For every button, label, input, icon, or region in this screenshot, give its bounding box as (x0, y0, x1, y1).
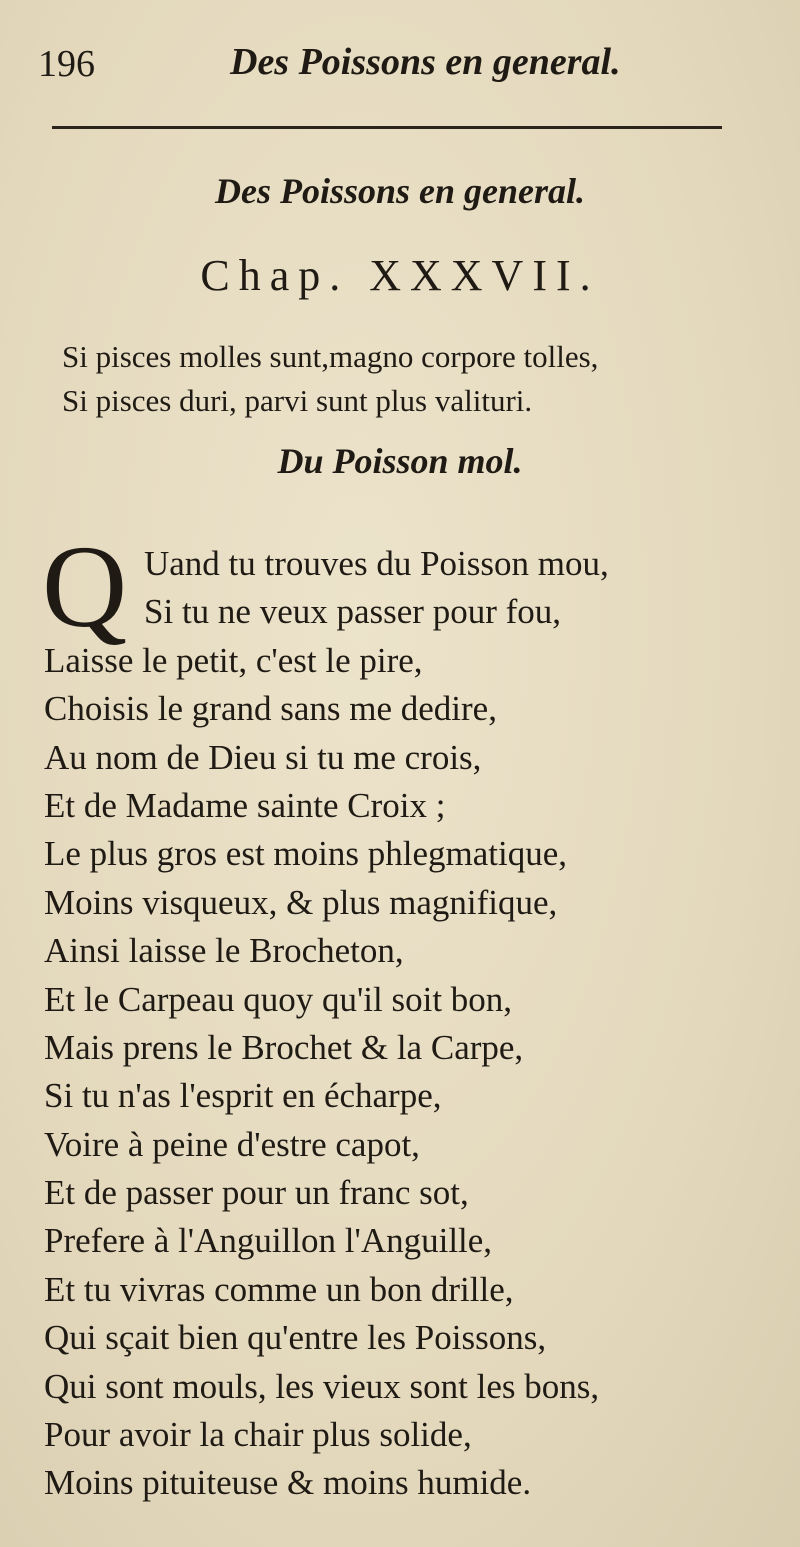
verse-body (44, 540, 609, 1508)
verse-line: Moins visqueux, & plus magnifique, (44, 882, 558, 922)
verse-line: Qui sçait bien qu'entre les Poissons, (44, 1318, 547, 1358)
running-title: Des Poissons en general. (230, 41, 621, 83)
epigraph-line: Si pisces molles sunt,magno corpore tolles, (62, 339, 599, 374)
section-title: Des Poissons en general. (214, 171, 586, 211)
verse-line: Et de passer pour un franc sot, (44, 1173, 469, 1213)
verse-line: Et tu vivras comme un bon drille, (44, 1269, 514, 1309)
verse-line: Et le Carpeau quoy qu'il soit bon, (44, 979, 513, 1019)
page-number: 196 (38, 43, 95, 85)
verse-line: Pour avoir la chair plus solide, (44, 1415, 472, 1455)
verse-line: Si tu ne veux passer pour fou, (144, 592, 562, 632)
verse-line: Voire à peine d'estre capot, (44, 1124, 420, 1164)
verse-line: Uand tu trouves du Poisson mou, (144, 544, 609, 583)
verse-line: Moins pituiteuse & moins humide. (44, 1463, 532, 1503)
header-rule (52, 126, 722, 129)
verse-line: Ainsi laisse le Brocheton, (44, 931, 404, 971)
verse-line: Qui sont mouls, les vieux sont les bons, (44, 1366, 600, 1406)
verse-line: Choisis le grand sans me dedire, (44, 689, 497, 729)
verse-line: Le plus gros est moins phlegmatique, (44, 834, 567, 874)
chapter-heading: Chap. XXXVII. (200, 251, 600, 300)
drop-cap: Q (42, 521, 128, 652)
verse-line: Si tu n'as l'esprit en écharpe, (44, 1076, 442, 1116)
epigraph-line: Si pisces duri, parvi sunt plus valituri. (62, 383, 533, 418)
latin-epigraph (62, 335, 598, 423)
verse-line: Au nom de Dieu si tu me crois, (44, 737, 482, 777)
verse-line: Laisse le petit, c'est le pire, (44, 640, 423, 680)
verse-line: Et de Madame sainte Croix ; (44, 785, 446, 825)
subsection-title: Du Poisson mol. (277, 441, 523, 481)
verse-line: Mais prens le Brochet & la Carpe, (44, 1027, 524, 1067)
running-head (0, 40, 800, 100)
verse-line: Prefere à l'Anguillon l'Anguille, (44, 1221, 493, 1261)
